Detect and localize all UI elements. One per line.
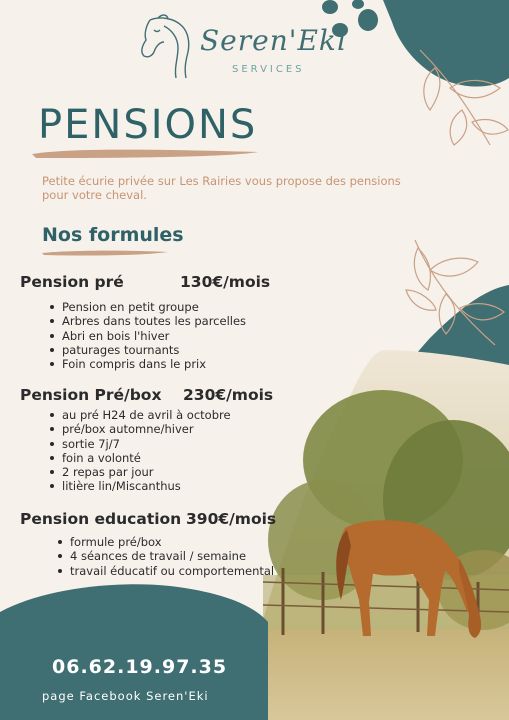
list-item: foin a volonté	[62, 451, 231, 465]
list-item: Pension en petit groupe	[62, 300, 246, 314]
pension-pre-name: Pension pré	[20, 273, 124, 291]
list-item: 2 repas par jour	[62, 465, 231, 479]
logo-wordmark: Seren'Eki	[200, 24, 347, 57]
pension-prebox-list	[48, 408, 231, 494]
page-title: PENSIONS	[38, 102, 258, 148]
facebook-link[interactable]: page Facebook Seren'Eki	[42, 689, 209, 703]
brush-stroke-icon	[40, 249, 170, 257]
horse-head-logo-icon	[136, 12, 198, 84]
list-item: au pré H24 de avril à octobre	[62, 408, 231, 422]
pension-pre-price: 130€/mois	[180, 273, 271, 291]
pension-prebox-price: 230€/mois	[183, 386, 274, 404]
list-item: pré/box automne/hiver	[62, 422, 231, 436]
pension-pre-list	[48, 300, 246, 371]
brush-stroke-icon	[30, 146, 260, 160]
list-item: travail éducatif ou comportemental	[70, 563, 275, 578]
pension-education-price: 390€/mois	[186, 510, 277, 528]
list-item: Abri en bois l'hiver	[62, 329, 246, 343]
list-item: Arbres dans toutes les parcelles	[62, 314, 247, 329]
pension-education-list	[56, 535, 274, 578]
list-item: 4 séances de travail / semaine	[70, 549, 274, 563]
pension-prebox-name: Pension Pré/box	[20, 386, 162, 404]
intro-text: Petite écurie privée sur Les Rairies vous propose des pensions pour votre cheval.	[42, 174, 401, 202]
section-title: Nos formules	[42, 224, 184, 246]
list-item: sortie 7j/7	[62, 437, 231, 451]
phone-number[interactable]: 06.62.19.97.35	[52, 656, 228, 678]
list-item: formule pré/box	[70, 535, 274, 549]
list-item: litière lin/Miscanthus	[62, 479, 231, 493]
list-item: paturages tournants	[62, 343, 246, 357]
list-item: Foin compris dans le prix	[62, 357, 246, 371]
logo-subtitle: SERVICES	[232, 64, 305, 75]
pension-education-name: Pension education	[20, 510, 182, 528]
